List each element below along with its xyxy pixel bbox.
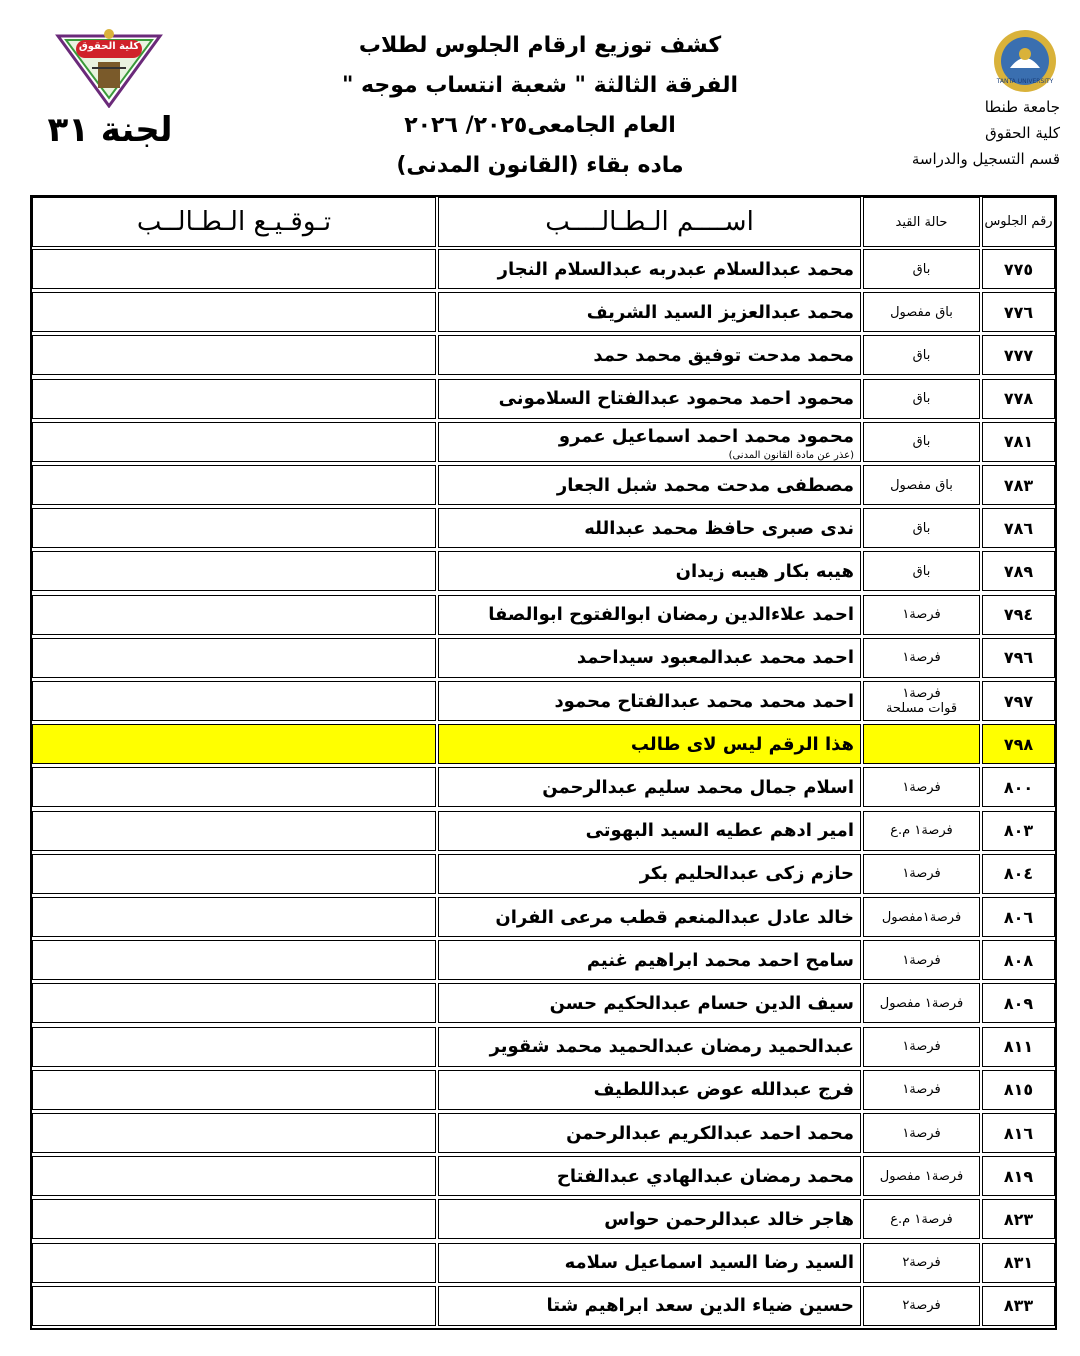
student-name-cell	[438, 811, 861, 851]
status-text: فرصة١	[902, 1082, 941, 1098]
signature-cell[interactable]	[32, 249, 436, 289]
student-name-cell	[438, 940, 861, 980]
signature-cell[interactable]	[32, 811, 436, 851]
seating-table	[30, 195, 1057, 1330]
status-text: باق	[912, 391, 931, 407]
status-text-secondary: قوات مسلحة	[885, 701, 958, 716]
student-name: خالد عادل عبدالمنعم قطب مرعى الفران	[495, 906, 854, 928]
table-row	[32, 940, 1055, 980]
signature-cell[interactable]	[32, 551, 436, 591]
status-cell	[863, 1286, 980, 1326]
signature-cell[interactable]	[32, 1243, 436, 1283]
table-row	[32, 681, 1055, 721]
status-cell	[863, 724, 980, 764]
table-row	[32, 292, 1055, 332]
status-text: فرصة١	[902, 686, 941, 701]
title-line-2: الفرقة الثالثة " شعبة انتساب موجه "	[341, 73, 739, 98]
table-row	[32, 638, 1055, 678]
table-row	[32, 249, 1055, 289]
student-name-cell	[438, 854, 861, 894]
status-text: باق	[912, 520, 931, 536]
student-name-cell	[438, 595, 861, 635]
status-text: فرصة١	[902, 1039, 941, 1055]
table-row	[32, 465, 1055, 505]
student-name: احمد محمد محمد عبدالفتاح محمود	[554, 690, 854, 712]
status-text: باق	[912, 563, 931, 579]
signature-cell[interactable]	[32, 508, 436, 548]
student-name: سامح احمد محمد ابراهيم غنيم	[586, 949, 854, 971]
signature-cell[interactable]	[32, 854, 436, 894]
student-name: حازم زكى عبدالحليم بكر	[639, 863, 854, 885]
student-name-cell	[438, 1070, 861, 1110]
signature-cell[interactable]	[32, 1286, 436, 1326]
seat-number-cell: ٨٠٠	[982, 767, 1055, 807]
student-name: عبدالحميد رمضان عبدالحميد محمد شقوير	[489, 1036, 854, 1058]
status-text: فرصة١	[902, 866, 941, 882]
faculty-name: كلية الحقوق	[985, 124, 1060, 142]
status-cell	[863, 1243, 980, 1283]
seat-number-cell: ٨١٩	[982, 1156, 1055, 1196]
seat-number-cell: ٨٣١	[982, 1243, 1055, 1283]
status-cell	[863, 638, 980, 678]
student-name-cell	[438, 1286, 861, 1326]
signature-cell[interactable]	[32, 595, 436, 635]
table-row	[32, 422, 1055, 462]
student-name: احمد محمد عبدالمعبود سيداحمد	[576, 647, 854, 669]
status-cell	[863, 508, 980, 548]
seat-number-cell: ٨١٥	[982, 1070, 1055, 1110]
student-name-cell	[438, 292, 861, 332]
table-row	[32, 1156, 1055, 1196]
student-name-cell	[438, 249, 861, 289]
student-name-cell	[438, 897, 861, 937]
table-row	[32, 1286, 1055, 1326]
table-row	[32, 811, 1055, 851]
seat-number-cell: ٨٠٣	[982, 811, 1055, 851]
student-name-cell	[438, 638, 861, 678]
table-header-row	[32, 197, 1055, 247]
header-status: حالة القيد	[863, 197, 980, 247]
status-cell	[863, 983, 980, 1023]
seat-number-cell: ٨١١	[982, 1027, 1055, 1067]
signature-cell[interactable]	[32, 379, 436, 419]
status-cell	[863, 379, 980, 419]
student-name-cell	[438, 724, 861, 764]
student-name-cell	[438, 983, 861, 1023]
table-row	[32, 854, 1055, 894]
status-text: فرصة١ م.ع	[890, 1211, 953, 1227]
signature-cell[interactable]	[32, 335, 436, 375]
table-row	[32, 897, 1055, 937]
status-text: فرصة٢	[902, 1255, 941, 1271]
seat-number-cell: ٨٢٣	[982, 1199, 1055, 1239]
signature-cell[interactable]	[32, 638, 436, 678]
student-name-cell	[438, 335, 861, 375]
student-name-cell	[438, 465, 861, 505]
signature-cell[interactable]	[32, 292, 436, 332]
signature-cell[interactable]	[32, 681, 436, 721]
student-name-cell	[438, 508, 861, 548]
status-text: فرصة١	[902, 952, 941, 968]
student-name: ندى صبرى حافظ محمد عبدالله	[584, 517, 854, 539]
seat-number-cell: ٧٧٧	[982, 335, 1055, 375]
seat-number-cell: ٧٨١	[982, 422, 1055, 462]
institution-block	[880, 94, 1060, 172]
faculty-logo-text: كلية الحقوق	[78, 41, 140, 52]
student-name-cell	[438, 379, 861, 419]
table-row	[32, 767, 1055, 807]
table-row	[32, 1027, 1055, 1067]
table-row	[32, 983, 1055, 1023]
student-name: محمد رمضان عبدالهادي عبدالفتاح	[556, 1165, 854, 1187]
seat-number-cell: ٨٠٤	[982, 854, 1055, 894]
status-cell	[863, 681, 980, 721]
seat-number-cell: ٨٠٨	[982, 940, 1055, 980]
student-name-cell	[438, 1113, 861, 1153]
status-text: فرصة١ م.ع	[890, 823, 953, 839]
student-name: اسلام جمال محمد سليم عبدالرحمن	[542, 776, 854, 798]
table-row	[32, 551, 1055, 591]
status-cell	[863, 811, 980, 851]
seat-number-cell: ٧٨٦	[982, 508, 1055, 548]
student-name: حسين ضياء الدين سعد ابراهيم شتا	[546, 1295, 854, 1317]
status-text: باق	[912, 261, 931, 277]
status-text: فرصة١	[902, 607, 941, 623]
title-line-4: ماده بقاء (القانون المدنى)	[396, 153, 684, 178]
signature-cell[interactable]	[32, 940, 436, 980]
table-row	[32, 508, 1055, 548]
signature-cell[interactable]	[32, 422, 436, 462]
table-row	[32, 1199, 1055, 1239]
signature-cell[interactable]	[32, 1113, 436, 1153]
table-row	[32, 595, 1055, 635]
title-line-1: كشف توزيع ارقام الجلوس لطلاب	[358, 33, 722, 58]
status-cell	[863, 1070, 980, 1110]
seat-number-cell: ٧٩٨	[982, 724, 1055, 764]
student-name: احمد علاءالدين رمضان ابوالفتوح ابوالصفا	[488, 604, 854, 626]
student-name: هذا الرقم ليس لاى طالب	[630, 733, 854, 755]
table-row	[32, 1113, 1055, 1153]
seat-number-cell: ٧٩٦	[982, 638, 1055, 678]
department-name: قسم التسجيل والدراسة	[911, 150, 1060, 168]
seat-number-cell: ٧٨٣	[982, 465, 1055, 505]
status-text: فرصة١ مفصول	[879, 1168, 964, 1184]
status-cell	[863, 1199, 980, 1239]
student-name-cell	[438, 551, 861, 591]
status-text: فرصة١	[902, 779, 941, 795]
student-name: هاجر خالد عبدالرحمن حواس	[604, 1208, 854, 1230]
student-name: محمود محمد احمد اسماعيل عمرو	[558, 425, 854, 447]
signature-cell[interactable]	[32, 767, 436, 807]
status-text: فرصة٢	[902, 1298, 941, 1314]
student-name: هيبه بكار هيبه زيدان	[675, 560, 854, 582]
signature-cell[interactable]	[32, 1070, 436, 1110]
status-text: باق	[912, 434, 931, 450]
seat-number-cell: ٧٧٨	[982, 379, 1055, 419]
status-cell	[863, 249, 980, 289]
faculty-logo	[54, 28, 164, 108]
status-cell	[863, 465, 980, 505]
student-name: محمد احمد عبدالكريم عبدالرحمن	[566, 1122, 854, 1144]
status-cell	[863, 292, 980, 332]
university-logo-text: TANTA UNIVERSITY	[996, 78, 1054, 85]
status-cell	[863, 335, 980, 375]
student-note: (عذر عن مادة القانون المدنى)	[728, 449, 854, 461]
signature-cell[interactable]	[32, 1027, 436, 1067]
document-title	[330, 26, 750, 186]
status-cell	[863, 422, 980, 462]
status-text: باق مفصول	[890, 304, 953, 320]
seat-number-cell: ٧٧٥	[982, 249, 1055, 289]
status-text: فرصة١	[902, 1125, 941, 1141]
signature-cell[interactable]	[32, 983, 436, 1023]
student-name: مصطفى مدحت محمد شبل الجعار	[556, 474, 854, 496]
status-cell	[863, 1113, 980, 1153]
status-text: فرصة١	[902, 650, 941, 666]
student-name: محمد مدحت توفيق محمد حمد	[593, 344, 854, 366]
student-name-cell	[438, 1243, 861, 1283]
seat-number-cell: ٧٩٤	[982, 595, 1055, 635]
table-row	[32, 335, 1055, 375]
student-name-cell	[438, 422, 861, 462]
status-text: فرصة١مفصول	[881, 909, 962, 925]
student-name-cell	[438, 1156, 861, 1196]
signature-cell[interactable]	[32, 1199, 436, 1239]
status-text: فرصة١ مفصول	[879, 995, 964, 1011]
student-name-cell	[438, 681, 861, 721]
table-row	[32, 1070, 1055, 1110]
status-cell	[863, 767, 980, 807]
header-seat: رقم الجلوس	[982, 197, 1055, 247]
student-name: محمود احمد محمود عبدالفتاح السلامونى	[498, 388, 854, 410]
status-text: باق	[912, 347, 931, 363]
seat-number-cell: ٨٠٦	[982, 897, 1055, 937]
signature-cell[interactable]	[32, 465, 436, 505]
student-name: محمد عبدالسلام عبدربه عبدالسلام النجار	[497, 258, 854, 280]
status-cell	[863, 854, 980, 894]
student-name-cell	[438, 1199, 861, 1239]
seat-number-cell: ٨٣٣	[982, 1286, 1055, 1326]
student-name: فرج عبدالله عوض عبداللطيف	[593, 1079, 854, 1101]
status-cell	[863, 1027, 980, 1067]
status-cell	[863, 897, 980, 937]
header-signature: تـوقـيـع الـطـالــب	[32, 197, 436, 247]
student-name: السيد رضا السيد اسماعيل سلامه	[564, 1252, 854, 1274]
seat-number-cell: ٧٨٩	[982, 551, 1055, 591]
university-logo	[990, 28, 1060, 94]
student-name-cell	[438, 1027, 861, 1067]
seat-number-cell: ٨٠٩	[982, 983, 1055, 1023]
table-row	[32, 1243, 1055, 1283]
signature-cell[interactable]	[32, 1156, 436, 1196]
status-cell	[863, 1156, 980, 1196]
status-cell	[863, 940, 980, 980]
status-text: باق مفصول	[890, 477, 953, 493]
title-line-3: العام الجامعى٢٠٢٥/ ٢٠٢٦	[404, 113, 676, 138]
student-name: سيف الدين حسام عبدالحكيم حسن	[549, 992, 854, 1014]
table-row	[32, 724, 1055, 764]
student-name: امير ادهم عطيه السيد البهوتى	[585, 820, 854, 842]
seat-number-cell: ٧٧٦	[982, 292, 1055, 332]
signature-cell[interactable]	[32, 897, 436, 937]
signature-cell[interactable]	[32, 724, 436, 764]
header-name: اســــم الـطـالــــب	[438, 197, 861, 247]
student-name: محمد عبدالعزيز السيد الشريف	[586, 301, 854, 323]
seat-number-cell: ٨١٦	[982, 1113, 1055, 1153]
committee-label: لجنة ٣١	[47, 110, 173, 150]
status-cell	[863, 551, 980, 591]
status-cell	[863, 595, 980, 635]
seat-number-cell: ٧٩٧	[982, 681, 1055, 721]
university-name: جامعة طنطا	[984, 98, 1060, 116]
student-name-cell	[438, 767, 861, 807]
table-row	[32, 379, 1055, 419]
